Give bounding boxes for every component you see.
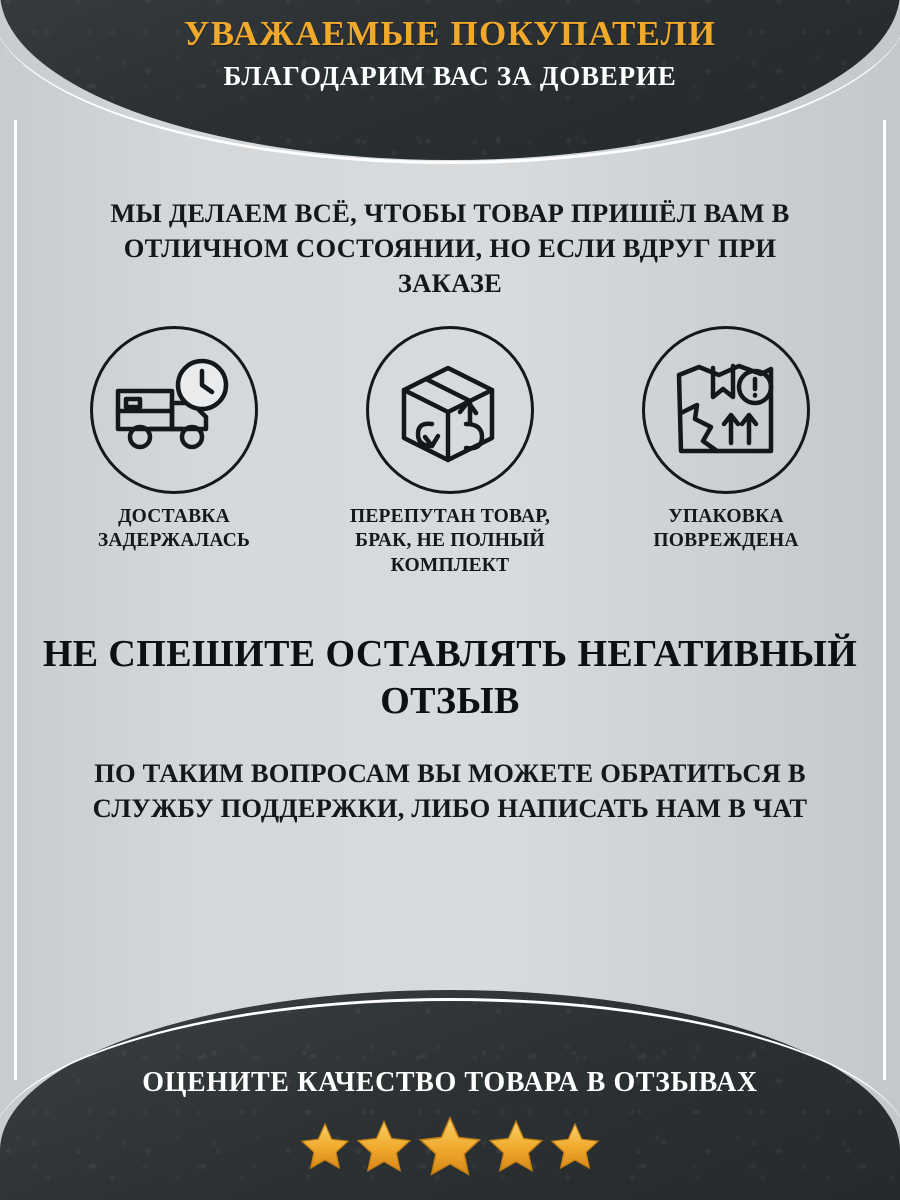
star-icon[interactable] xyxy=(300,1121,350,1171)
star-icon[interactable] xyxy=(488,1118,544,1174)
header xyxy=(0,14,900,93)
header-title: УВАЖАЕМЫЕ ПОКУПАТЕЛИ xyxy=(183,14,717,53)
star-icon[interactable] xyxy=(418,1114,482,1178)
issue-case-wrong-item xyxy=(335,326,565,579)
main-content xyxy=(40,196,860,826)
right-border-rule xyxy=(883,120,886,1080)
intro-text: МЫ ДЕЛАЕМ ВСЁ, ЧТОБЫ ТОВАР ПРИШЁЛ ВАМ В ОТЛИЧНОМ СОСТОЯНИИ, НО ЕСЛИ ВДРУГ ПРИ ЗАКАЗЕ xyxy=(110,198,790,299)
delivery-truck-clock-icon xyxy=(90,326,258,494)
issue-case-caption: ДОСТАВКА ЗАДЕРЖАЛАСЬ xyxy=(97,505,251,552)
footer xyxy=(0,1065,900,1178)
header-subtitle: БЛАГОДАРИМ ВАС ЗА ДОВЕРИЕ xyxy=(223,61,677,92)
headline-text: НЕ СПЕШИТЕ ОСТАВЛЯТЬ НЕГАТИВНЫЙ ОТЗЫВ xyxy=(42,632,858,723)
footer-text: ОЦЕНИТЕ КАЧЕСТВО ТОВАРА В ОТЗЫВАХ xyxy=(142,1066,758,1098)
damaged-package-icon xyxy=(642,326,810,494)
issue-case-damaged-package xyxy=(611,326,841,555)
star-icon[interactable] xyxy=(550,1121,600,1171)
rating-stars[interactable] xyxy=(0,1114,900,1178)
issue-cases-row xyxy=(40,326,860,579)
box-return-arrow-icon xyxy=(366,326,534,494)
issue-case-delivery-delayed xyxy=(59,326,289,555)
issue-case-caption: УПАКОВКА ПОВРЕЖДЕНА xyxy=(653,505,799,552)
issue-case-caption: ПЕРЕПУТАН ТОВАР, БРАК, НЕ ПОЛНЫЙ КОМПЛЕКТ xyxy=(349,505,551,577)
left-border-rule xyxy=(14,120,17,1080)
support-text: ПО ТАКИМ ВОПРОСАМ ВЫ МОЖЕТЕ ОБРАТИТЬСЯ В СЛУЖБУ ПОДДЕРЖКИ, ЛИБО НАПИСАТЬ НАМ В ЧАТ xyxy=(92,757,808,824)
star-icon[interactable] xyxy=(356,1118,412,1174)
